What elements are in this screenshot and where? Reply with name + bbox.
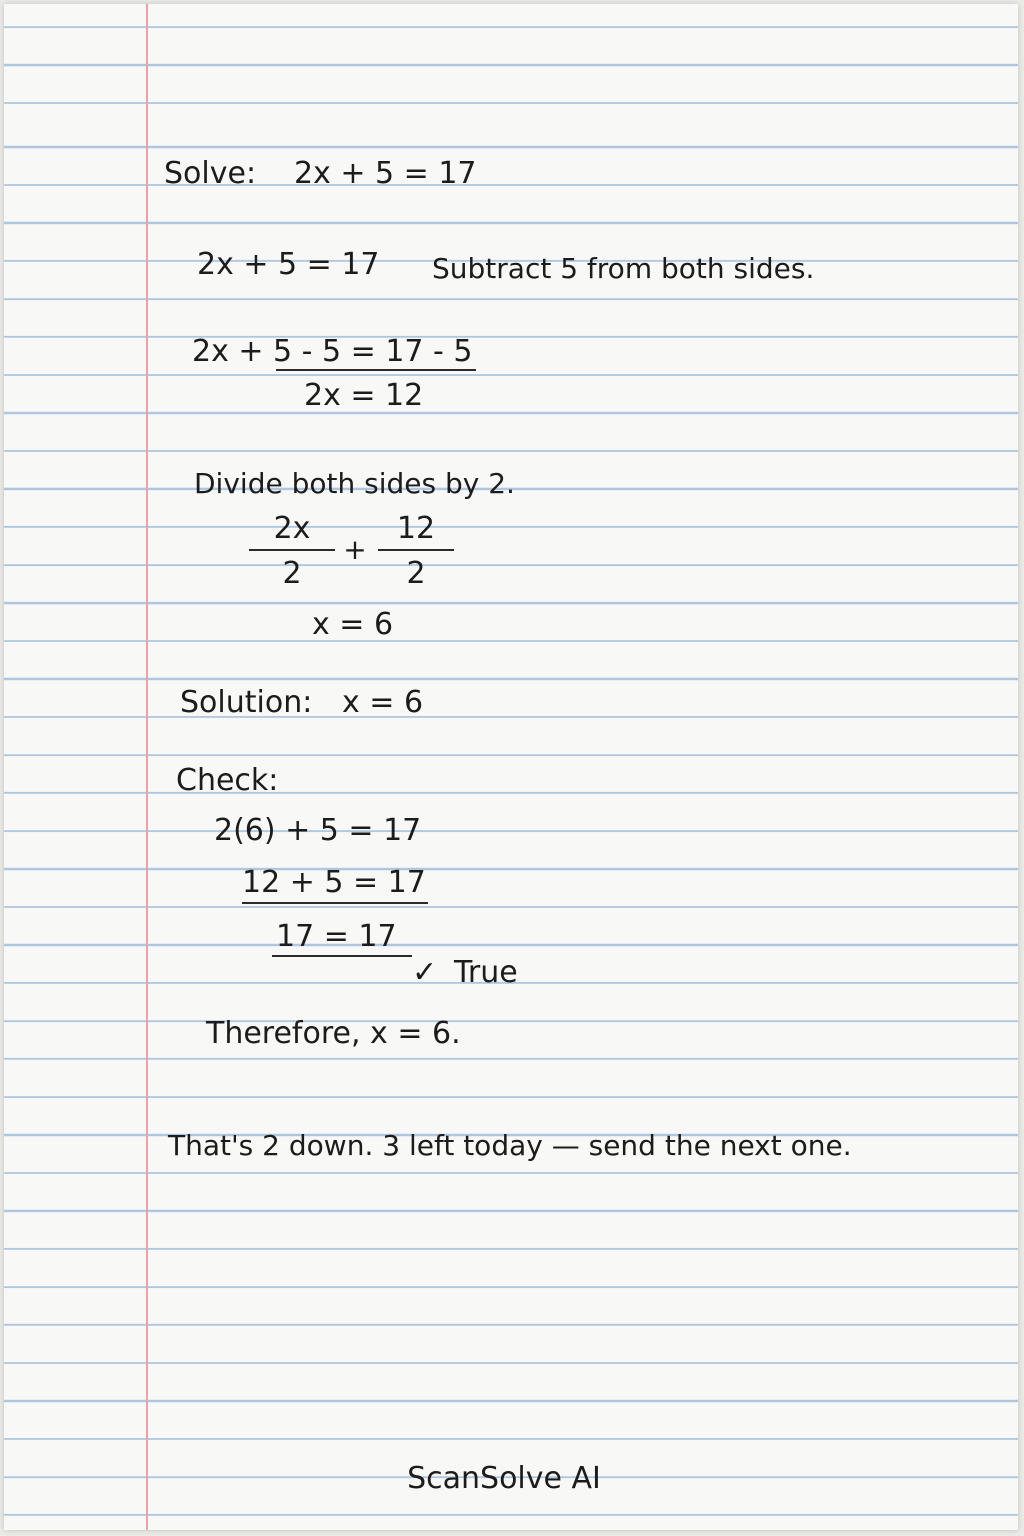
step1-equation: 2x + 5 = 17 [197,247,380,282]
check-line-3: 17 = 17 [276,919,397,954]
right-denominator: 2 [406,556,426,591]
step1-result: 2x = 12 [304,378,424,413]
check-label: Check: [176,763,279,798]
fraction-operator: + [343,533,367,566]
left-denominator: 2 [282,556,302,591]
notebook-page [4,4,1018,1530]
conclusion: Therefore, x = 6. [206,1016,461,1051]
problem-equation: 2x + 5 = 17 [294,156,477,191]
right-numerator: 12 [396,511,436,546]
step1-note: Subtract 5 from both sides. [432,252,815,285]
check-line-2: 12 + 5 = 17 [242,865,426,900]
right-fraction-bar [378,549,454,551]
solve-label: Solve: [164,156,257,191]
brand-label: ScanSolve AI [407,1461,601,1496]
step1-underline [276,369,476,371]
step2-note: Divide both sides by 2. [194,467,515,500]
checkmark-icon: ✓ [412,955,438,990]
left-numerator: 2x [273,511,311,546]
check-verdict: True [454,955,518,990]
left-fraction-bar [249,549,335,551]
solution-value: x = 6 [342,685,424,720]
check-underline-2 [272,955,412,957]
step1-work: 2x + 5 - 5 = 17 - 5 [192,334,473,369]
solution-label: Solution: [180,685,313,720]
step2-result: x = 6 [312,607,394,642]
footer-message: That's 2 down. 3 left today — send the next one. [168,1129,852,1162]
margin-line [146,4,148,1530]
check-line-1: 2(6) + 5 = 17 [214,813,422,848]
check-underline-1 [242,902,428,904]
